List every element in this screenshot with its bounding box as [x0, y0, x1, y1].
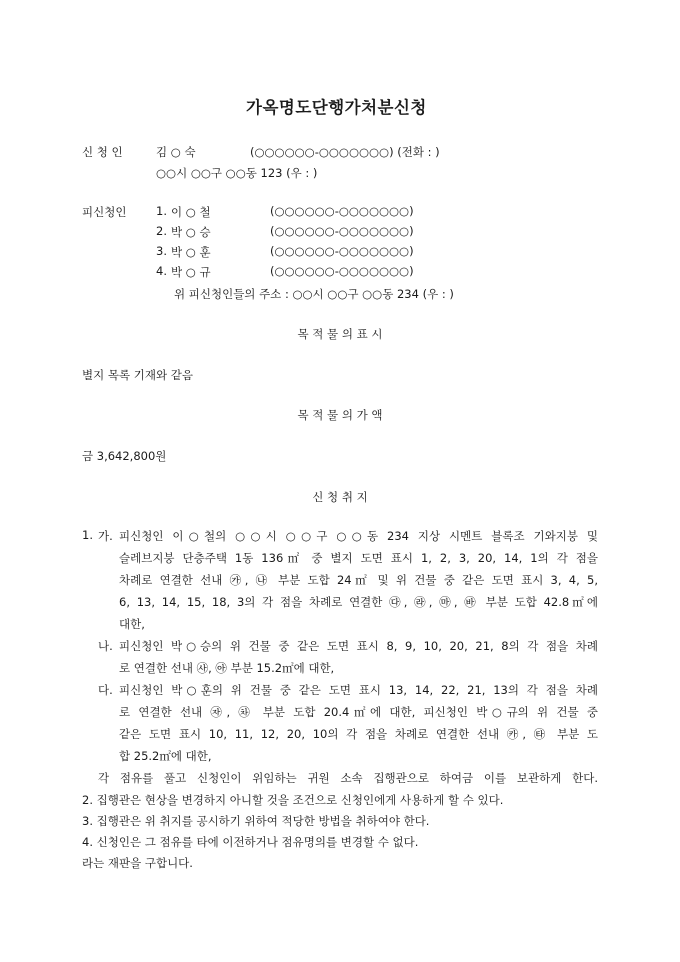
respondent-name: 박 ○ 승: [171, 225, 211, 239]
applicant-name: 김 ○ 숙: [156, 145, 196, 159]
document-title: 가옥명도단행가처분신청: [246, 98, 427, 117]
item-4: 4. 신청인은 그 점유를 타에 이전하거나 점유명의를 변경할 수 없다.: [82, 835, 419, 849]
paragraph-line: 피신청인 박○승의 위 건물 중 같은 도면 표시 8, 9, 10, 20, 21, 8의 각 점을 차례: [119, 639, 598, 653]
paragraph-line: 같은 도면 표시 10, 11, 12, 20, 10의 각 점을 차례로 연결한 선내 ㉸, ㉹ 부분 도: [119, 727, 598, 741]
paragraph-line: 피신청인 박○훈의 위 건물 중 같은 도면 표시 13, 14, 22, 21, 13의 각 점을 차례: [119, 683, 598, 697]
closing-line: 각 점유를 풀고 신청인이 위임하는 귀원 소속 집행관으로 하여금 이를 보관하게 한다.: [98, 771, 598, 785]
paragraph-line: 대한,: [119, 617, 145, 631]
respondent-name: 박 ○ 규: [171, 265, 211, 279]
respondent-label: 피신청인: [82, 205, 127, 219]
value-heading: 목 적 물 의 가 액: [297, 408, 383, 422]
respondent-name: 박 ○ 훈: [171, 245, 211, 259]
respondent-name: 이 ○ 철: [171, 205, 211, 219]
respondent-number: 1.: [156, 204, 167, 218]
value-text: 금 3,642,800원: [82, 449, 167, 463]
subitem-marker: 다.: [98, 683, 113, 697]
paragraph-line: 합 25.2㎡에 대한,: [119, 749, 212, 763]
respondent-number: 3.: [156, 244, 167, 258]
respondent-id: (○○○○○○-○○○○○○○): [270, 204, 414, 218]
paragraph-line: 6, 13, 14, 15, 18, 3의 각 점을 차례로 연결한 ㉰, ㉱, ㉲, ㉳ 부분 도합 42.8㎡에: [119, 595, 598, 609]
applicant-address: ○○시 ○○구 ○○동 123 (우 : ): [156, 166, 318, 180]
item-2: 2. 집행관은 현상을 변경하지 아니할 것을 조건으로 신청인에게 사용하게 할 수 있다.: [82, 793, 504, 807]
paragraph-line: 차례로 연결한 선내 ㉮, ㉯ 부분 도합 24㎡ 및 위 건물 중 같은 도면 표시 3, 4, 5,: [119, 573, 598, 587]
subitem-marker: 나.: [98, 639, 113, 653]
paragraph-line: 로 연결한 선내 ㉴, ㉵ 부분 15.2㎡에 대한,: [119, 661, 335, 675]
item-3: 3. 집행관은 위 취지를 공시하기 위하여 적당한 방법을 취하여야 한다.: [82, 814, 430, 828]
applicant-id-phone: (○○○○○○-○○○○○○○) (전화 : ): [250, 145, 440, 159]
object-text: 별지 목록 기재와 같음: [82, 368, 193, 382]
paragraph-line: 로 연결한 선내 ㉶, ㉷ 부분 도합 20.4㎡에 대한, 피신청인 박○규의 위 건물 중: [119, 705, 598, 719]
item-number: 1.: [82, 528, 93, 542]
conclusion: 라는 재판을 구합니다.: [82, 856, 193, 870]
respondent-id: (○○○○○○-○○○○○○○): [270, 264, 414, 278]
respondent-number: 4.: [156, 264, 167, 278]
respondent-id: (○○○○○○-○○○○○○○): [270, 224, 414, 238]
paragraph-line: 피신청인 이○철의 ○○시 ○○구 ○○동 234 지상 시멘트 블록조 기와지붕 및: [119, 529, 598, 543]
subitem-marker: 가.: [98, 529, 113, 543]
respondent-address: 위 피신청인들의 주소 : ○○시 ○○구 ○○동 234 (우 : ): [174, 287, 454, 301]
purpose-heading: 신 청 취 지: [312, 490, 368, 504]
applicant-label: 신 청 인: [82, 145, 123, 159]
respondent-number: 2.: [156, 224, 167, 238]
respondent-id: (○○○○○○-○○○○○○○): [270, 244, 414, 258]
paragraph-line: 슬레브지붕 단층주택 1동 136㎡ 중 별지 도면 표시 1, 2, 3, 20, 14, 1의 각 점을: [119, 551, 598, 565]
object-heading: 목 적 물 의 표 시: [297, 327, 383, 341]
